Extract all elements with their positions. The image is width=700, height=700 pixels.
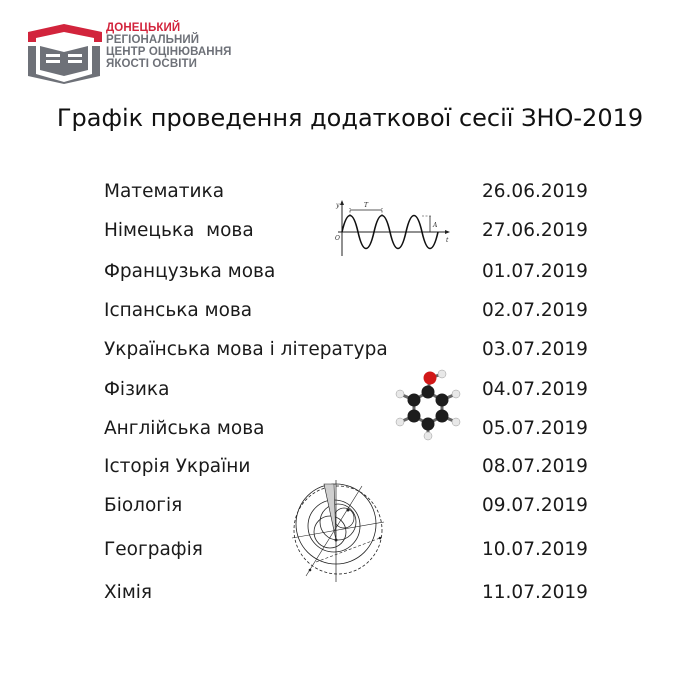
subject-name: Історія України (104, 456, 251, 477)
wave-axis-y-label: y (336, 202, 340, 209)
schedule-row (0, 375, 700, 405)
logo-emblem-icon (26, 24, 104, 84)
exam-date: 11.07.2019 (482, 582, 588, 603)
exam-date: 09.07.2019 (482, 495, 588, 516)
logo-line-1: ДОНЕЦЬКИЙ (106, 22, 181, 34)
schedule-row (0, 257, 700, 287)
exam-date: 02.07.2019 (482, 300, 588, 321)
geometry-construction-icon (286, 478, 388, 584)
schedule-row (0, 296, 700, 326)
subject-name: Іспанська мова (104, 300, 253, 321)
page-title: Графік проведення додаткової сесії ЗНО-2019 (56, 104, 644, 132)
subject-name: Географія (104, 539, 203, 560)
subject-name: Німецька мова (104, 220, 254, 241)
subject-name: Хімія (104, 582, 153, 603)
molecule-icon (384, 366, 468, 442)
exam-date: 26.06.2019 (482, 181, 588, 202)
exam-date: 01.07.2019 (482, 261, 588, 282)
schedule-row (0, 414, 700, 444)
subject-name: Англійська мова (104, 418, 265, 439)
wave-period-label: T (364, 202, 369, 209)
subject-name: Фізика (104, 379, 170, 400)
wave-amplitude-label: A (433, 222, 438, 229)
exam-date: 03.07.2019 (482, 339, 588, 360)
sine-wave-icon (330, 198, 452, 258)
organization-logo (26, 18, 266, 88)
exam-date: 08.07.2019 (482, 456, 588, 477)
exam-date: 27.06.2019 (482, 220, 588, 241)
logo-line-3: ЦЕНТР ОЦІНЮВАННЯ (106, 46, 232, 58)
exam-date: 04.07.2019 (482, 379, 588, 400)
logo-text (106, 22, 231, 70)
subject-name: Математика (104, 181, 225, 202)
schedule-row (0, 335, 700, 365)
logo-line-2: РЕГІОНАЛЬНИЙ (106, 34, 200, 46)
logo-line-4: ЯКОСТІ ОСВІТИ (106, 58, 198, 70)
exam-date: 10.07.2019 (482, 539, 588, 560)
wave-axis-t-label: t (446, 237, 449, 244)
subject-name: Біологія (104, 495, 183, 516)
wave-origin-label: O (335, 235, 340, 242)
subject-name: Українська мова і література (104, 339, 388, 360)
exam-date: 05.07.2019 (482, 418, 588, 439)
subject-name: Французька мова (104, 261, 276, 282)
